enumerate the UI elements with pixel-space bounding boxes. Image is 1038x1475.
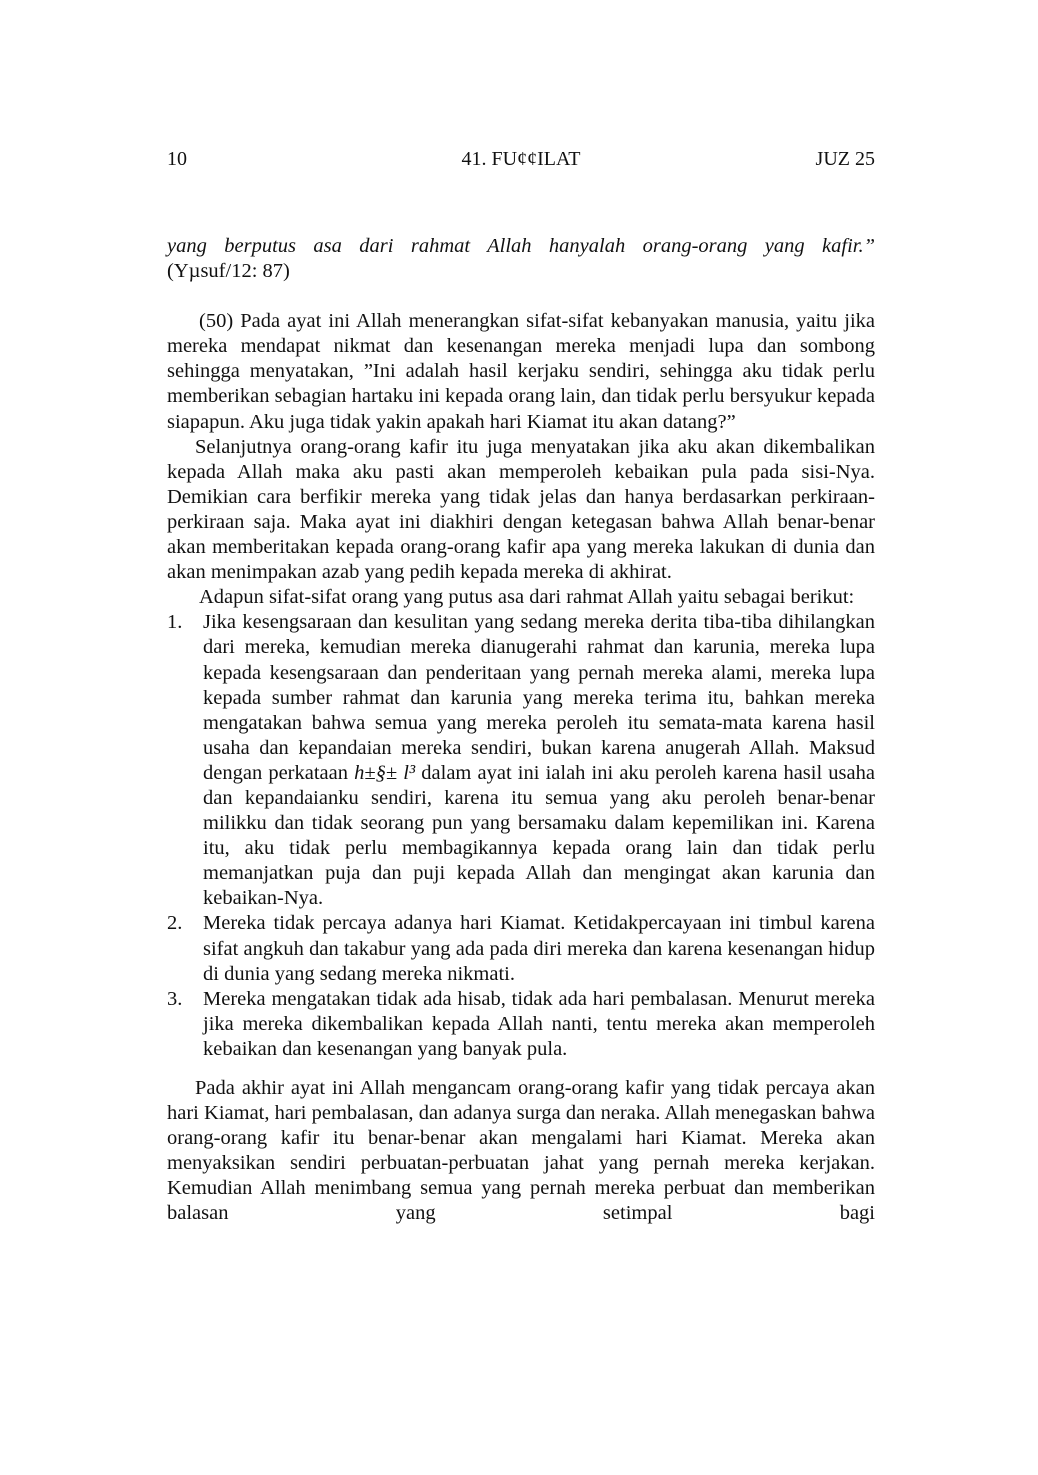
- characteristics-list: [167, 610, 875, 1062]
- list-item-text-before: Jika kesengsaraan dan kesulitan yang sedang mereka derita tiba-tiba dihilangkan dari mereka, kemudian mereka dianugerahi rahmat dan karunia, mereka lupa kepada kesengsaraan dan penderitaan yang pernah mereka alami, mereka lupa kepada sumber rahmat dan karunia yang mereka terima itu, bahkan mereka mengatakan bahwa semua yang mereka peroleh itu semata-mata karena hasil usaha dan kepandaian mereka sendiri, bukan karena anugerah Allah. Maksud dengan perkataan: [203, 611, 875, 784]
- list-item-text: Mereka mengatakan tidak ada hisab, tidak ada hari pembalasan. Menurut mereka jika mereka dikembalikan kepada Allah nanti, tentu mereka akan memperoleh kebaikan dan kesenangan yang banyak pula.: [203, 987, 875, 1060]
- page-number: 10: [167, 148, 187, 170]
- quote-text: yang berputus asa dari rahmat Allah hanyalah orang-orang yang kafir.”: [167, 235, 875, 257]
- list-item: [167, 987, 875, 1062]
- paragraph-continuation: Selanjutnya orang-orang kafir itu juga menyatakan jika aku akan dikembalikan kepada Allah maka aku pasti akan memperoleh kebaikan pula pada sisi-Nya. Demikian cara berfikir mereka yang tidak jelas dan hanya berdasarkan perkiraan-perkiraan saja. Maka ayat ini diakhiri dengan ketegasan bahwa Allah benar-benar akan memberitakan kepada orang-orang kafir apa yang mereka lakukan di dunia dan akan menimpakan azab yang pedih kepada mereka di akhirat.: [167, 435, 875, 584]
- paragraph-verse-50: (50) Pada ayat ini Allah menerangkan sifat-sifat kebanyakan manusia, yaitu jika mereka mendapat nikmat dan kesenangan mereka menjadi lupa dan sombong sehingga menyatakan, ”Ini adalah hasil kerjaku sendiri, sehingga aku tidak perlu memberikan sebagian hartaku ini kepada orang lain, dan tidak perlu bersyukur kepada siapapun. Aku juga tidak yakin apakah hari Kiamat itu akan datang?”: [167, 310, 875, 433]
- paragraph-closing: Pada akhir ayat ini Allah mengancam orang-orang kafir yang tidak percaya akan hari Kiamat, hari pembalasan, dan adanya surga dan neraka. Allah menegaskan bahwa orang-orang kafir itu benar-benar akan mengalami hari Kiamat. Mereka akan menyaksikan sendiri perbuatan-perbuatan jahat yang pernah mereka kerjakan. Kemudian Allah menimbang semua yang pernah mereka perbuat dan memberikan balasan yang setimpal bagi: [167, 1077, 875, 1225]
- list-number: 1.: [167, 611, 183, 634]
- list-item: [167, 610, 875, 911]
- list-item-text-after: dalam ayat ini ialah ini aku peroleh karena hasil usaha dan kepandaianku sendiri, karena itu semua yang aku peroleh benar-benar milikku dan tidak seorang pun yang bersamaku dalam kepemilikan ini. Karena itu, aku tidak perlu membagikannya kepada orang lain dan tidak perlu memanjatkan puja dan puji kepada Allah dan mengingat akan karunia dan kebaikan-Nya.: [203, 761, 875, 910]
- list-number: 3.: [167, 987, 183, 1010]
- running-header: [167, 146, 875, 172]
- list-item-text: Mereka tidak percaya adanya hari Kiamat. Ketidakpercayaan ini timbul karena sifat angkuh dan takabur yang ada pada diri mereka dan karena kesenangan hidup di dunia yang sedang mereka nikmati.: [203, 912, 875, 985]
- juz-label: JUZ 25: [815, 148, 875, 170]
- transliteration-term: h±§± l³: [354, 761, 416, 784]
- quote-reference: (Yµsuf/12: 87): [167, 260, 290, 283]
- paragraph-list-intro: Adapun sifat-sifat orang yang putus asa dari rahmat Allah yaitu sebagai berikut:: [199, 586, 855, 609]
- page-body: [167, 234, 875, 1227]
- list-number: 2.: [167, 912, 183, 935]
- surah-title: 41. FU¢¢ILAT: [461, 148, 581, 170]
- list-item: [167, 911, 875, 986]
